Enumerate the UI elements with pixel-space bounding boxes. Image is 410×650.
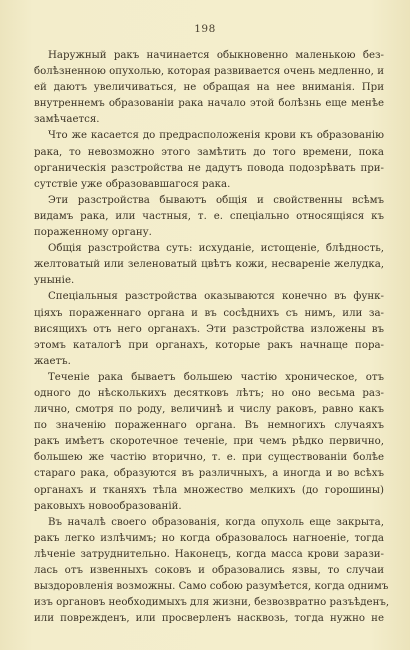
text-line: пораженному органу.: [34, 227, 152, 239]
text-line: большею же частію вторично, т. е. при существованіи болѣе: [34, 452, 384, 464]
text-line: изъ органовъ необходимыхъ для жизни, безвозвратно разъѣденъ,: [34, 597, 390, 609]
text-line: Эти разстройства бываютъ общія и свойственны всѣмъ: [48, 194, 384, 206]
paragraph: [34, 289, 384, 369]
text-line: стараго рака, образуются въ различныхъ, а иногда и во всѣхъ: [34, 468, 384, 480]
text-line: ракъ легко излѣчимъ; но когда образовалось нагноеніе, тогда: [34, 532, 384, 544]
text-line: висящихъ отъ него органахъ. Эти разстройства изложены въ: [34, 323, 384, 335]
text-line: Въ началѣ своего образованія, когда опухоль еще закрыта,: [48, 516, 384, 528]
text-line: этомъ каталогѣ при органахъ, которые ракъ начнаще пора-: [34, 339, 384, 351]
text-line: видамъ рака, или частныя, т. е. спеціально относящіяся къ: [34, 210, 384, 222]
text-line: ей даютъ увеличиваться, не обращая на нее вниманія. При: [34, 82, 384, 94]
paragraph: [34, 370, 384, 515]
page-number: 198: [194, 23, 216, 35]
text-line: рака, то невозможно этого замѣтить до того времени, пока: [34, 146, 384, 158]
text-line: болѣзненною опухолью, которая развивается очень медленно, и: [34, 66, 384, 78]
text-line: уныніе.: [34, 275, 75, 287]
text-line: органическія разстройства не дадутъ повода подозрѣвать при-: [34, 162, 384, 174]
text-line: Теченіе рака бываетъ большею частію хроническое, отъ: [48, 371, 384, 383]
text-line: или поврежденъ, или просверленъ насквозь, тогда нужно не: [34, 613, 384, 625]
text-line: Спеціальныя разстройства оказываются конечно въ функ-: [48, 291, 384, 303]
paragraph: [34, 515, 390, 628]
text-line: лѣченіе затруднительно. Наконецъ, когда масса крови зарази-: [34, 548, 384, 560]
text-line: ракъ имѣетъ скоротечное теченіе, при чемъ рѣдко первично,: [34, 436, 384, 448]
text-line: желтоватый или зеленоватый цвѣтъ кожи, несвареніе желудка,: [34, 259, 384, 271]
text-line: жаетъ.: [34, 355, 71, 367]
text-line: сутствіе уже образовавшагося рака.: [34, 178, 231, 190]
text-line: одного до нѣсколькихъ десятковъ лѣтъ; но оно весьма раз-: [34, 387, 384, 399]
text-line: внутреннемъ образованіи рака начало этой болѣзнь еще менѣе: [34, 98, 384, 110]
text-line: Общія разстройства суть: исхуданіе, истощеніе, блѣдность,: [48, 243, 384, 255]
paragraph: [34, 241, 384, 289]
text-line: Наружный ракъ начинается обыкновенно маленькою без-: [48, 50, 384, 61]
paragraph: [34, 48, 384, 128]
text-line: замѣчается.: [34, 114, 100, 126]
paragraph: [34, 193, 384, 241]
text-line: раковыхъ новообразованій.: [34, 500, 182, 512]
page-text: [34, 48, 390, 627]
text-line: лась отъ извенныхъ соковъ и образовались язвы, то случаи: [34, 565, 384, 576]
text-line: ціяхъ пораженнаго органа и въ сосѣднихъ съ нимъ, или за-: [34, 307, 384, 319]
text-line: органахъ и тканяхъ тѣла множество мелкихъ (до горошины): [34, 484, 384, 496]
text-line: Что же касается до предрасположенія крови къ образованію: [48, 130, 384, 142]
text-line: лично, смотря по роду, величинѣ и числу раковъ, равно какъ: [34, 404, 384, 416]
paragraph: [34, 128, 384, 192]
text-line: по значенію пораженнаго органа. Въ немногихъ случаяхъ: [34, 420, 384, 432]
text-line: выздоровленія возможны. Само собою разумѣется, когда однимъ: [34, 581, 389, 593]
